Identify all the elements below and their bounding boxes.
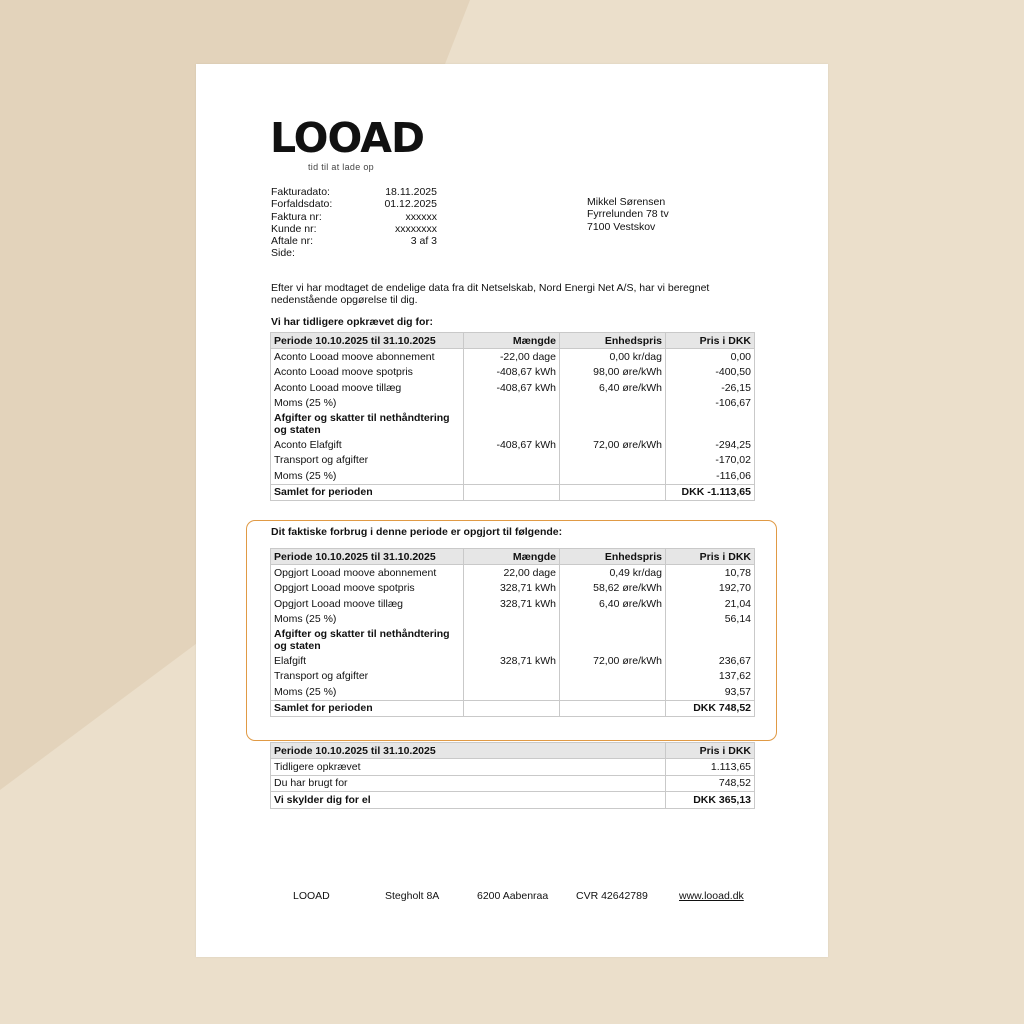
table-cell: [560, 468, 666, 484]
table-cell: [560, 453, 666, 469]
table-cell: 328,71 kWh: [464, 581, 560, 597]
table-cell: [464, 411, 560, 437]
total-value: DKK -1.113,65: [666, 484, 755, 500]
meta-row: [271, 211, 437, 223]
previous-table: [270, 332, 755, 501]
table-cell: 0,00 kr/dag: [560, 349, 666, 365]
column-header: Mængde: [464, 549, 560, 565]
column-header: Enhedspris: [560, 333, 666, 349]
recipient-name: Mikkel Sørensen: [587, 196, 666, 208]
table-cell: Tidligere opkrævet: [271, 759, 666, 776]
column-header: Pris i DKK: [666, 333, 755, 349]
intro-text: Efter vi har modtaget de endelige data fra dit Netselskab, Nord Energi Net A/S, har vi beregnet nedenstående opgørelse til dig.: [271, 282, 710, 307]
meta-label: Side:: [271, 247, 295, 260]
table-cell: 192,70: [666, 581, 755, 597]
table-cell: Moms (25 %): [271, 396, 464, 412]
total-label: Samlet for perioden: [271, 484, 464, 500]
footer-city: 6200 Aabenraa: [477, 890, 549, 902]
table-cell: [464, 396, 560, 412]
table-cell: 72,00 øre/kWh: [560, 653, 666, 669]
table-cell: 748,52: [666, 775, 755, 792]
meta-row: [271, 198, 437, 210]
meta-label: Forfaldsdato:: [271, 198, 333, 211]
footer-website-link[interactable]: www.looad.dk: [679, 890, 744, 902]
table-cell: Aconto Looad moove spotpris: [271, 365, 464, 381]
table-cell: Aconto Elafgift: [271, 437, 464, 453]
column-header: Periode 10.10.2025 til 31.10.2025: [271, 743, 666, 759]
table-cell: Aconto Looad moove abonnement: [271, 349, 464, 365]
meta-label: Fakturadato:: [271, 186, 330, 198]
table-cell: 137,62: [666, 669, 755, 685]
table-cell: [464, 484, 560, 500]
table-cell: [560, 484, 666, 500]
column-header: Mængde: [464, 333, 560, 349]
section-label: Afgifter og skatter til nethåndtering og staten: [271, 411, 464, 437]
total-label: Vi skylder dig for el: [271, 792, 666, 809]
meta-label: Kunde nr:: [271, 222, 317, 235]
meta-value: [381, 247, 437, 259]
table-cell: 93,57: [666, 684, 755, 700]
table-row: [271, 349, 755, 365]
table-row: [271, 775, 755, 792]
column-header: Pris i DKK: [666, 743, 755, 759]
table-cell: Transport og afgifter: [271, 669, 464, 685]
table-header-row: [271, 333, 755, 349]
table-cell: 0,00: [666, 349, 755, 365]
table-cell: [464, 453, 560, 469]
total-row: [271, 792, 755, 809]
footer-company: LOOAD: [293, 890, 330, 902]
column-header: Pris i DKK: [666, 549, 755, 565]
table-cell: -26,15: [666, 380, 755, 396]
table-cell: 72,00 øre/kWh: [560, 437, 666, 453]
meta-value: 18.11.2025: [385, 186, 437, 198]
table-cell: Elafgift: [271, 653, 464, 669]
meta-label: Faktura nr:: [271, 210, 322, 223]
meta-value: 3 af 3: [410, 235, 437, 248]
meta-label: Aftale nr:: [271, 235, 314, 248]
brand-wordmark: LOOAD: [270, 114, 425, 162]
table-row: [271, 453, 755, 469]
total-row: [271, 484, 755, 500]
table-row: [271, 759, 755, 776]
table-cell: -170,02: [666, 453, 755, 469]
table-row: [271, 380, 755, 396]
table-cell: 328,71 kWh: [464, 653, 560, 669]
table-cell: -408,67 kWh: [464, 365, 560, 381]
table-row: [271, 365, 755, 381]
section-label: Afgifter og skatter til nethåndtering og staten: [271, 627, 464, 653]
table-row: [271, 437, 755, 453]
actual-heading: Dit faktiske forbrug i denne periode er opgjort til følgende:: [271, 526, 563, 538]
table-cell: Opgjort Looad moove spotpris: [271, 581, 464, 597]
table-cell: -22,00 dage: [464, 349, 560, 365]
recipient-street: Fyrrelunden 78 tv: [587, 208, 669, 221]
table-cell: [560, 411, 666, 437]
previous-heading: Vi har tidligere opkrævet dig for:: [271, 316, 434, 328]
table-cell: Moms (25 %): [271, 612, 464, 628]
table-cell: Opgjort Looad moove tillæg: [271, 596, 464, 612]
table-cell: 6,40 øre/kWh: [560, 380, 666, 396]
table-cell: [666, 411, 755, 437]
table-cell: -116,06: [666, 468, 755, 484]
total-value: DKK 748,52: [666, 700, 755, 716]
total-value: DKK 365,13: [666, 792, 755, 809]
table-cell: 21,04: [666, 596, 755, 612]
table-cell: 328,71 kWh: [464, 596, 560, 612]
table-cell: -294,25: [666, 437, 755, 453]
table-cell: Transport og afgifter: [271, 453, 464, 469]
table-row: [271, 468, 755, 484]
meta-value: xxxxxx: [405, 210, 437, 223]
invoice-meta: [271, 186, 437, 260]
table-cell: 58,62 øre/kWh: [560, 581, 666, 597]
column-header: Periode 10.10.2025 til 31.10.2025: [271, 549, 464, 565]
total-label: Samlet for perioden: [271, 700, 464, 716]
brand-tagline: tid til at lade op: [308, 162, 374, 172]
meta-value: 01.12.2025: [384, 198, 437, 211]
table-row: [271, 396, 755, 412]
table-cell: 0,49 kr/dag: [560, 565, 666, 581]
table-cell: [560, 396, 666, 412]
footer-cvr: CVR 42642789: [576, 890, 648, 902]
table-cell: -408,67 kWh: [464, 437, 560, 453]
table-cell: -400,50: [666, 365, 755, 381]
table-cell: [464, 468, 560, 484]
summary-table: [270, 742, 755, 809]
table-cell: Aconto Looad moove tillæg: [271, 380, 464, 396]
column-header: Enhedspris: [560, 549, 666, 565]
recipient-city: 7100 Vestskov: [587, 220, 656, 233]
table-cell: -408,67 kWh: [464, 380, 560, 396]
table-cell: Opgjort Looad moove abonnement: [271, 565, 464, 581]
table-cell: 236,67: [666, 653, 755, 669]
meta-row: [271, 247, 437, 259]
brand-logo: [270, 114, 425, 172]
table-cell: Du har brugt for: [271, 775, 666, 792]
table-cell: 56,14: [666, 612, 755, 628]
column-header: Periode 10.10.2025 til 31.10.2025: [271, 333, 464, 349]
meta-row: [271, 223, 437, 235]
table-cell: 10,78: [666, 565, 755, 581]
table-cell: Moms (25 %): [271, 684, 464, 700]
table-cell: 1.113,65: [666, 759, 755, 776]
table-cell: 98,00 øre/kWh: [560, 365, 666, 381]
meta-value: xxxxxxxx: [395, 222, 437, 235]
table-cell: Moms (25 %): [271, 468, 464, 484]
table-header-row: [271, 743, 755, 759]
highlight-frame: [246, 520, 777, 741]
footer-street: Stegholt 8A: [385, 890, 440, 902]
recipient-address: [587, 196, 669, 233]
invoice-page: [196, 64, 828, 957]
meta-row: [271, 186, 437, 198]
meta-row: [271, 235, 437, 247]
section-row: [271, 411, 755, 437]
table-cell: 22,00 dage: [464, 565, 560, 581]
table-cell: 6,40 øre/kWh: [560, 596, 666, 612]
table-cell: -106,67: [666, 396, 755, 412]
